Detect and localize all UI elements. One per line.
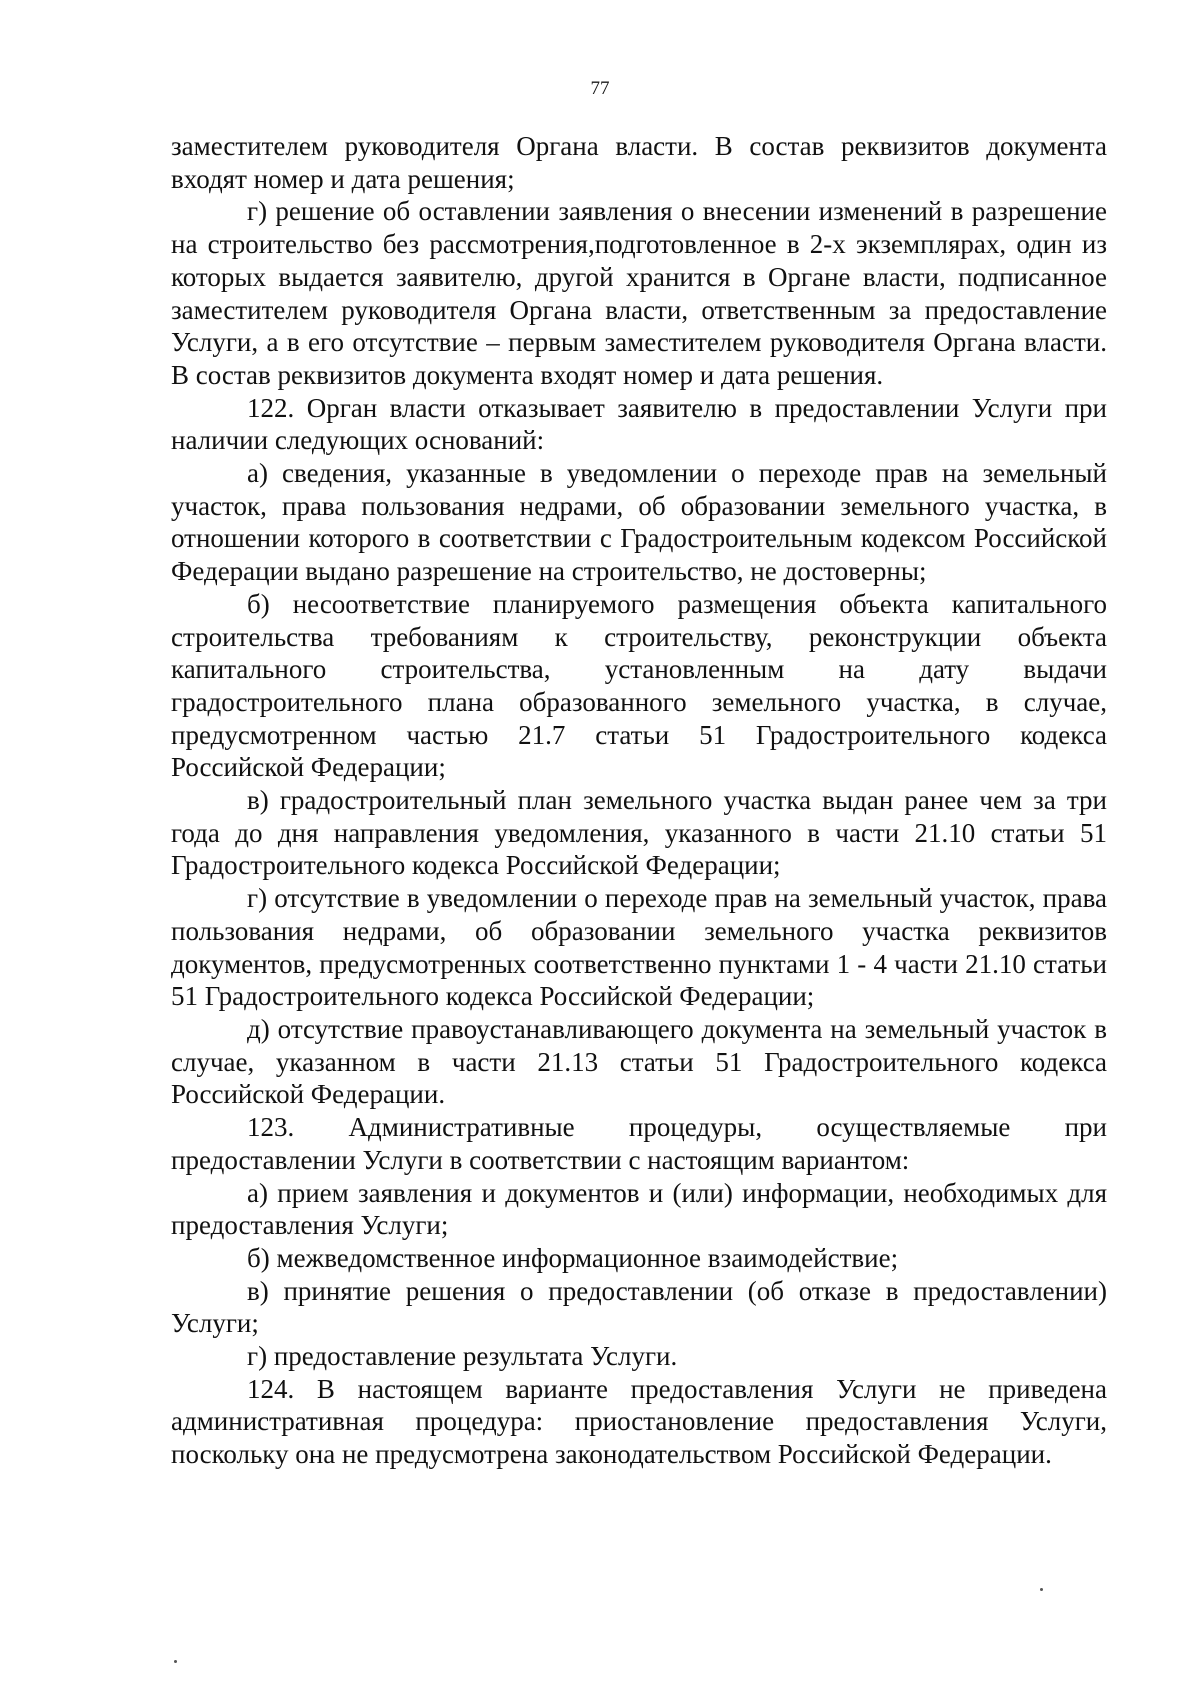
paragraph: г) отсутствие в уведомлении о переходе прав на земельный участок, права пользования недрами, об образовании земельного участка реквизитов документов, предусмотренных соответственно пунктами 1 - 4 части 21.10 статьи 51 Градостроительного кодекса Российской Федерации; — [171, 883, 1107, 1012]
paragraph: в) градостроительный план земельного участка выдан ранее чем за три года до дня направления уведомления, указанного в части 21.10 статьи 51 Градостроительного кодекса Российской Федерации; — [171, 785, 1107, 881]
paragraph: 122. Орган власти отказывает заявителю в предоставлении Услуги при наличии следующих оснований: — [171, 392, 1107, 456]
document-body — [171, 130, 1107, 1471]
paragraph: 123. Административные процедуры, осуществляемые при предоставлении Услуги в соответствии с настоящим вариантом: — [171, 1112, 1107, 1175]
scan-speck — [174, 1660, 177, 1663]
paragraph: а) сведения, указанные в уведомлении о переходе прав на земельный участок, права пользования недрами, об образовании земельного участка, в отношении которого в соответствии с Градостроительным кодексом Российской Федерации выдано разрешение на строительство, не достоверны; — [171, 458, 1107, 587]
page-number: 77 — [590, 78, 610, 99]
paragraph: в) принятие решения о предоставлении (об отказе в предоставлении) Услуги; — [171, 1275, 1107, 1339]
scan-speck — [1040, 1588, 1043, 1591]
paragraph: а) прием заявления и документов и (или) информации, необходимых для предоставления Услуги; — [171, 1177, 1107, 1241]
paragraph: г) решение об оставлении заявления о внесении изменений в разрешение на строительство без рассмотрения,подготовленное в 2-х экземплярах, один из которых выдается заявителю, другой хранится в Органе власти, подписанное заместителем руководителя Органа власти, ответственным за предоставление Услуги, а в его отсутствие – первым заместителем руководителя Органа власти. В состав реквизитов документа входят номер и дата решения. — [171, 196, 1107, 390]
paragraph: 124. В настоящем варианте предоставления Услуги не приведена административная процедура: приостановление предоставления Услуги, поскольку она не предусмотрена законодательством Российской Федерации. — [171, 1373, 1107, 1470]
paragraph: б) несоответствие планируемого размещения объекта капитального строительства требованиям к строительству, реконструкции объекта капитального строительства, установленным на дату выдачи градостроительного плана образованного земельного участка, в случае, предусмотренном частью 21.7 статьи 51 Градостроительного кодекса Российской Федерации; — [171, 588, 1107, 783]
paragraph: заместителем руководителя Органа власти. В состав реквизитов документа входят номер и дата решения; — [171, 131, 1107, 194]
paragraph: б) межведомственное информационное взаимодействие; — [247, 1242, 899, 1273]
paragraph: д) отсутствие правоустанавливающего документа на земельный участок в случае, указанном в части 21.13 статьи 51 Градостроительного кодекса Российской Федерации. — [171, 1013, 1107, 1110]
paragraph: г) предоставление результата Услуги. — [247, 1341, 678, 1372]
